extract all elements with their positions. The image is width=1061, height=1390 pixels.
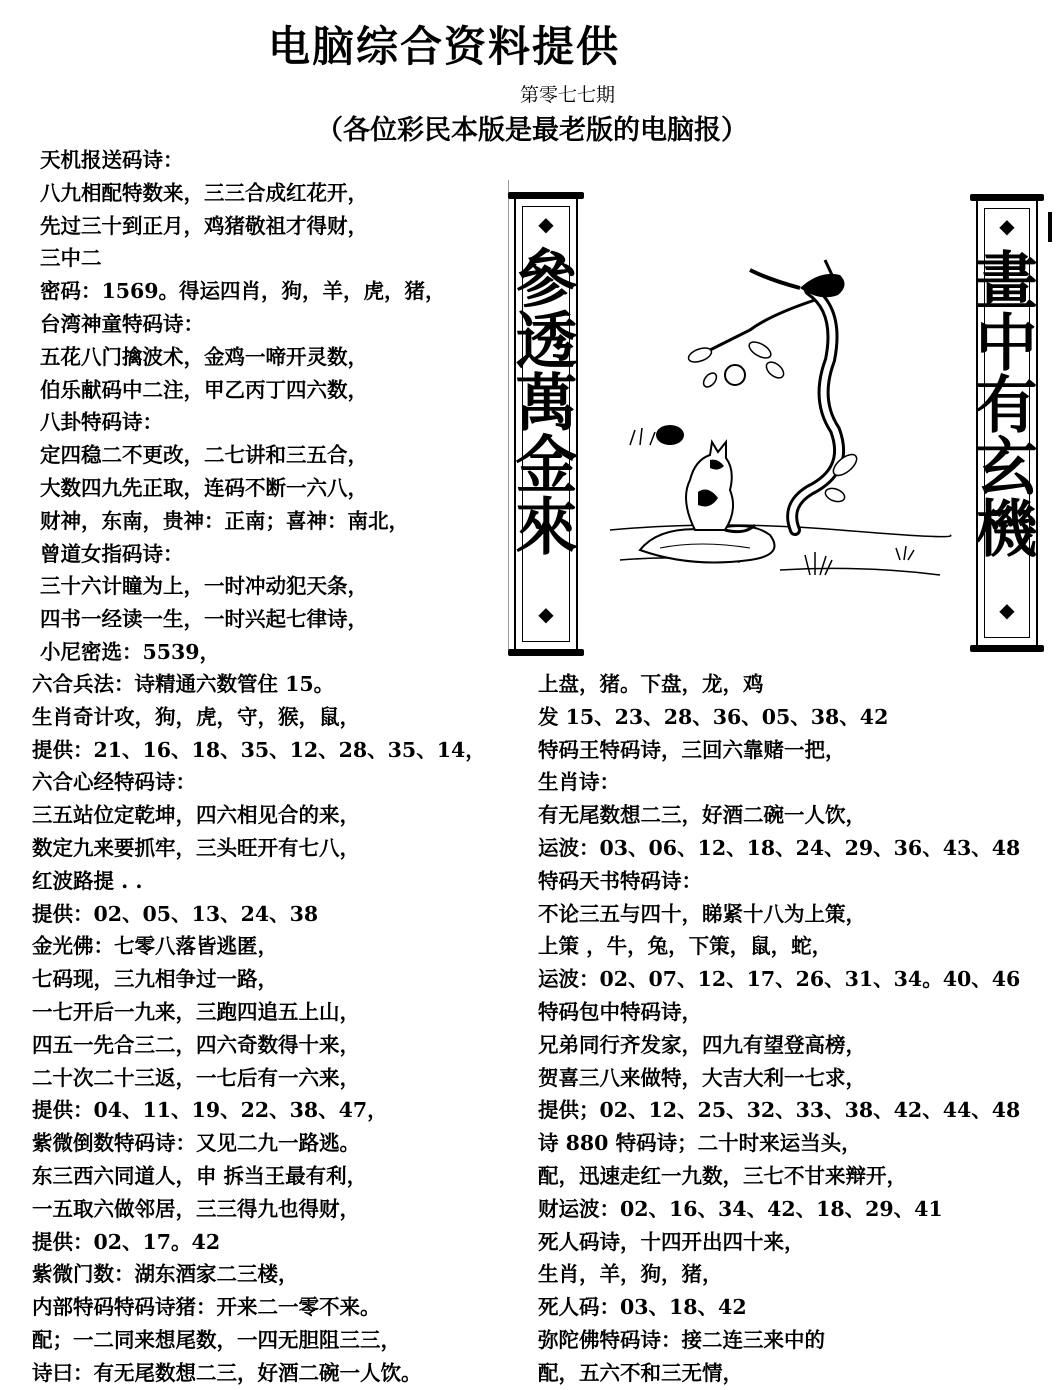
text-line: 贺喜三八来做特，大吉大利一七求， bbox=[538, 1065, 866, 1090]
cat-icon bbox=[686, 442, 755, 532]
scroll-rod-top bbox=[508, 192, 584, 199]
text-line: 东三西六同道人，申 拆当王最有利， bbox=[32, 1163, 368, 1188]
scroll-rod-bottom bbox=[508, 649, 584, 656]
text-line: 曾道女指码诗： bbox=[40, 541, 184, 566]
left-top-column bbox=[40, 144, 446, 669]
text-line: 大数四九先正取，连码不断一六八， bbox=[40, 475, 368, 500]
text-line: 六合心经特码诗： bbox=[32, 770, 196, 795]
text-line: 提供：02、05、13、24、38 bbox=[32, 901, 319, 926]
text-line: 紫微倒数特码诗：又见二九一路逃。 bbox=[32, 1131, 360, 1156]
text-line: 先过三十到正月，鸡猪敬祖才得财， bbox=[40, 213, 368, 238]
text-line: 金光佛：七零八落皆逃匿， bbox=[32, 934, 278, 959]
text-line: 运波：02、07、12、17、26、31、34。40、46 bbox=[538, 967, 1021, 992]
text-line: 诗曰：有无尾数想二三，好酒二碗一人饮。 bbox=[32, 1360, 422, 1385]
text-line: 上盘，猪。下盘，龙，鸡 bbox=[538, 672, 764, 696]
text-line: 特码包中特码诗， bbox=[538, 999, 702, 1024]
text-line: 三五站位定乾坤，四六相见合的来， bbox=[32, 803, 360, 828]
text-line: 诗 880 特码诗；二十时来运当头， bbox=[538, 1131, 862, 1156]
text-line: 不论三五与四十，睇紧十八为上策， bbox=[538, 901, 866, 926]
text-line: 有无尾数想二三，好酒二碗一人饮， bbox=[538, 803, 866, 828]
text-line: 八卦特码诗： bbox=[40, 410, 163, 435]
text-line: 定四稳二不更改，二七讲和三五合， bbox=[40, 443, 368, 468]
text-line: 特码王特码诗，三回六靠赌一把， bbox=[538, 737, 846, 762]
text-line: 生肖诗： bbox=[538, 770, 620, 795]
text-line: 提供：02、17。42 bbox=[32, 1229, 221, 1254]
ornament-icon: ◆ bbox=[538, 602, 554, 626]
text-line: 上策 ，牛，兔，下策，鼠，蛇， bbox=[538, 934, 833, 959]
bird-icon bbox=[750, 260, 845, 297]
text-line: 四五一先合三二，四六奇数得十来， bbox=[32, 1032, 360, 1057]
left-scroll-banner bbox=[505, 196, 578, 652]
scroll-rod-bottom bbox=[970, 645, 1044, 652]
text-line: 小尼密选：5539， bbox=[40, 639, 221, 664]
edge-mark bbox=[1048, 212, 1052, 242]
text-line: 红波路提 . . bbox=[32, 868, 143, 893]
scroll-rod-top bbox=[970, 194, 1044, 201]
text-line: 三中二 bbox=[40, 246, 102, 271]
text-line: 生肖奇计攻，狗，虎，守，猴，鼠， bbox=[32, 704, 360, 729]
text-line: 死人码诗，十四开出四十来， bbox=[538, 1229, 805, 1254]
text-line: 运波：03、06、12、18、24、29、36、43、48 bbox=[538, 835, 1021, 860]
text-line: 台湾神童特码诗： bbox=[40, 311, 204, 336]
text-line: 数定九来要抓牢，三头旺开有七八， bbox=[32, 835, 360, 860]
text-line: 提供；02、12、25、32、33、38、42、44、48 bbox=[538, 1098, 1021, 1123]
cat-and-bird-illustration bbox=[600, 230, 960, 610]
text-line: 五花八门擒波术，金鸡一啼开灵数， bbox=[40, 344, 368, 369]
ornament-icon: ◆ bbox=[999, 598, 1015, 622]
text-line: 提供：21、16、18、35、12、28、35、14， bbox=[32, 737, 486, 762]
right-bottom-column bbox=[538, 668, 1020, 1390]
text-line: 兄弟同行齐发家，四九有望登高榜， bbox=[538, 1032, 866, 1057]
text-line: 密码：1569。得运四肖，狗，羊，虎，猪， bbox=[40, 279, 446, 304]
right-scroll-banner bbox=[965, 198, 1038, 648]
text-line: 八九相配特数来，三三合成红花开， bbox=[40, 180, 368, 205]
issue-number: 第零七七期 bbox=[520, 84, 616, 106]
ornament-icon: ◆ bbox=[538, 212, 554, 236]
text-line: 配，迅速走红一九数，三七不甘来辩开， bbox=[538, 1163, 907, 1188]
text-line: 伯乐献码中二注，甲乙丙丁四六数， bbox=[40, 377, 368, 402]
text-line: 六合兵法：诗精通六数管住 15。 bbox=[32, 672, 335, 696]
text-line: 七码现，三九相争过一路， bbox=[32, 967, 278, 992]
fruit-icon bbox=[725, 365, 745, 385]
text-line: 财运波：02、16、34、42、18、29、41 bbox=[538, 1196, 943, 1221]
text-line: 紫微门数：湖东酒家二三楼， bbox=[32, 1262, 299, 1287]
text-line: 天机报送码诗： bbox=[40, 148, 184, 172]
page-title: 电脑综合资料提供 bbox=[268, 22, 621, 71]
text-line: 生肖，羊，狗，猪， bbox=[538, 1262, 723, 1287]
text-line: 财神，东南，贵神：正南；喜神：南北， bbox=[40, 508, 409, 533]
scroll-left-text: 參透萬金來 bbox=[505, 246, 578, 556]
text-line: 特码天书特码诗： bbox=[538, 868, 702, 893]
ornament-icon: ◆ bbox=[999, 214, 1015, 238]
text-line: 二十次二十三返，一七后有一六来， bbox=[32, 1065, 360, 1090]
text-line: 提供：04、11、19、22、38、47， bbox=[32, 1098, 388, 1123]
text-line: 内部特码特码诗猪：开来二一零不来。 bbox=[32, 1295, 381, 1320]
text-line: 发 15、23、28、36、05、38、42 bbox=[538, 704, 889, 729]
scroll-right-text: 畫中有玄機 bbox=[965, 248, 1038, 558]
text-line: 配；一二同来想尾数，一四无胆阻三三， bbox=[32, 1327, 401, 1352]
left-bottom-column bbox=[32, 668, 486, 1390]
text-line: 一五取六做邻居，三三得九也得财， bbox=[32, 1196, 360, 1221]
text-line: 弥陀佛特码诗：接二连三来中的 bbox=[538, 1327, 825, 1352]
text-line: 死人码：03、18、42 bbox=[538, 1295, 747, 1320]
text-line: 一七开后一九来，三跑四追五上山， bbox=[32, 999, 360, 1024]
branch-icon bbox=[710, 300, 815, 350]
text-line: 配，五六不和三无情， bbox=[538, 1360, 743, 1385]
bush-icon bbox=[630, 425, 684, 445]
page-subtitle: （各位彩民本版是最老版的电脑报） bbox=[316, 115, 748, 146]
text-line: 三十六计瞳为上，一时冲动犯天条， bbox=[40, 574, 368, 599]
text-line: 四书一经读一生，一时兴起七律诗， bbox=[40, 607, 368, 632]
